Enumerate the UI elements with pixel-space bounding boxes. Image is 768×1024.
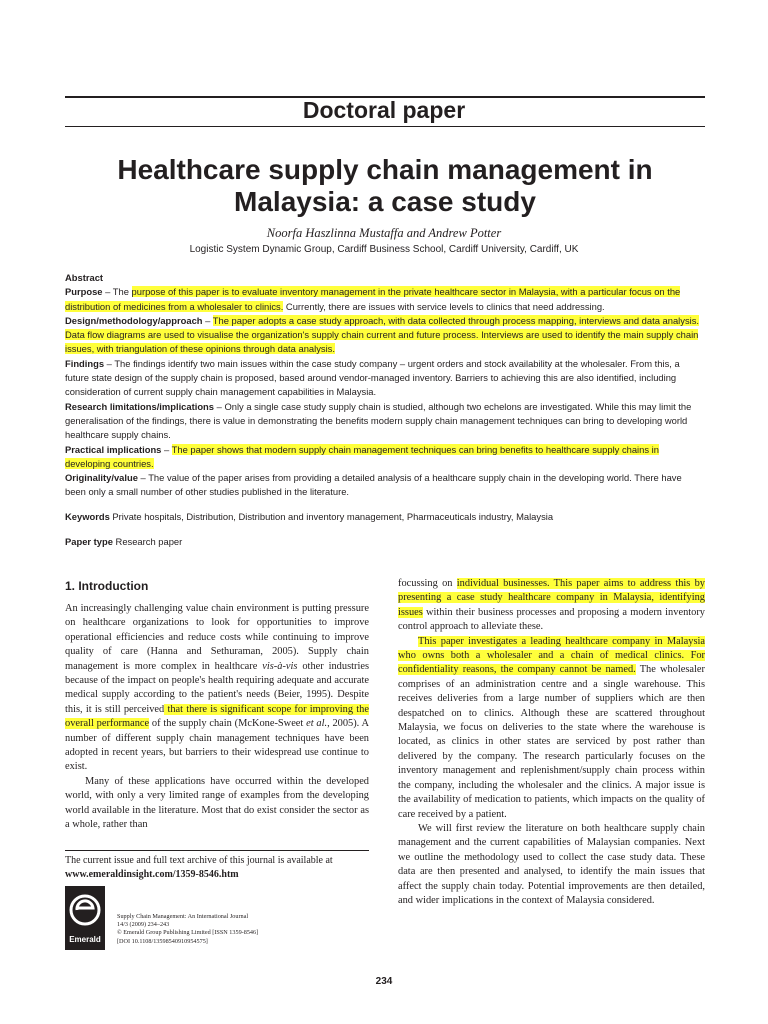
section-label: Doctoral paper xyxy=(302,97,466,123)
journal-line-4: [DOI 10.1108/13598540910954575] xyxy=(117,937,208,945)
footnote xyxy=(65,854,369,882)
right-p1-b: within their business processes and proposing a modern inventory control approach to alleviate these. xyxy=(398,606,705,633)
purpose-pre: – The xyxy=(102,286,132,298)
originality-text: – The value of the paper arises from providing a detailed analysis of a healthcare supply chain in the developing world. There have been only a small number of other studies published in the literature. xyxy=(65,472,682,498)
intro-p1-c: of the supply chain (McKone-Sweet xyxy=(149,718,307,730)
emerald-logo xyxy=(65,886,105,950)
abstract-findings xyxy=(65,357,705,400)
intro-p1-vis: vis-à-vis xyxy=(262,660,298,672)
keywords-label: Keywords xyxy=(65,511,110,522)
practical-label: Practical implications xyxy=(65,443,162,455)
paper-type xyxy=(65,536,705,547)
intro-p1-b: other industries because of the impact on people's health requiring adequate and accurate medical supply according to the patient's needs (Beier, 1995). Despite this, it is still perceived xyxy=(65,660,370,715)
originality-label: Originality/value xyxy=(65,472,138,484)
intro-paragraph-2: Many of these applications have occurred within the developed world, with only a very limited range of examples from the developing world available in the literature. Most that do exist consider the sector as a whole, rather than xyxy=(65,775,369,831)
abstract-limitations xyxy=(65,400,705,443)
left-column xyxy=(65,578,369,833)
right-paragraph-1 xyxy=(398,577,705,635)
abstract-purpose xyxy=(65,285,705,314)
abstract xyxy=(65,271,705,500)
right-column xyxy=(398,577,705,908)
paper-type-label: Paper type xyxy=(65,536,113,547)
right-p1-a: focussing on xyxy=(398,578,457,589)
right-p2-b: The wholesaler comprises of an administration centre and a single warehouse. This receives deliveries from a large number of suppliers which are then despatched on to clinics. Although these are scattered throughout Malaysia, we focus on deliveries to the state where the warehouse is located, as clinics in other states are serviced by post rather than delivered by the company. The research particularly focuses on the inventory management and replenishment/supply chain process within the company, including the wholesaler and the clinics. A major issue is the availability of medication to patients, which impacts on the quality of care received by a patient. xyxy=(398,664,705,820)
right-p1-highlight: individual businesses. This paper aims to address this by presenting a case study healthcare company in Malaysia, identifying issues xyxy=(398,578,705,618)
emerald-e-icon xyxy=(65,886,105,950)
findings-label: Findings xyxy=(65,357,105,369)
journal-info xyxy=(117,913,258,946)
practical-pre: – xyxy=(161,443,172,455)
journal-line-1: Supply Chain Management: An International Journal xyxy=(117,913,249,920)
journal-line-3: © Emerald Group Publishing Limited [ISSN 1359-8546] xyxy=(117,929,259,937)
practical-highlight: The paper shows that modern supply chain management techniques can bring benefits to healthcare supply chains in developing countries. xyxy=(65,443,659,469)
findings-text: – The findings identify two main issues within the case study company – urgent orders and stock availability at the wholesaler. From this, a future state design of the supply chain is proposed, based around vendor-managed inventory. Barriers to achieving this are also identified, including consideration of current supply chain management capabilities in Malaysia. xyxy=(65,357,680,398)
limitations-text: – Only a single case study supply chain is studied, although two echelons are investigated. While this may limit the generalisation of the findings, there is value in demonstrating the benefits modern supply chain management techniques can bring to developing world healthcare supply chains. xyxy=(65,400,692,441)
intro-p1-etal: et al. xyxy=(306,718,328,730)
right-paragraph-2 xyxy=(398,635,705,822)
intro-p1-d: , 2005). A number of different supply chain management techniques have been adopted in recent years, but barriers to their widespread use continue to exist. xyxy=(65,718,369,773)
purpose-label: Purpose xyxy=(65,286,103,298)
keywords xyxy=(65,511,705,522)
abstract-design xyxy=(65,314,705,357)
intro-heading: 1. Introduction xyxy=(65,579,149,593)
footnote-line-1: The current issue and full text archive of this journal is available at xyxy=(65,855,333,866)
paper-type-text: Research paper xyxy=(112,536,183,547)
purpose-post: Currently, there are issues with service levels to clinics that need addressing. xyxy=(283,300,605,312)
journal-line-2: 14/3 (2009) 234–243 xyxy=(117,921,170,929)
footnote-url-link[interactable]: www.emeraldinsight.com/1359-8546.htm xyxy=(65,869,239,880)
intro-paragraph-1 xyxy=(65,602,369,775)
abstract-heading: Abstract xyxy=(65,272,104,283)
footnote-rule xyxy=(65,850,369,851)
abstract-originality xyxy=(65,471,705,500)
intro-p1-a: An increasingly challenging value chain environment is putting pressure on healthcare organizations to look for opportunities to improve operational efficiencies and reduce costs while continuing to improve quality of care (Hanna and Sethuraman, 2005). Supply chain management is more complex in healthcare xyxy=(65,603,369,672)
logo-text: Emerald xyxy=(69,935,101,944)
article-title: Healthcare supply chain management in Malaysia: a case study xyxy=(117,154,653,217)
page-number: 234 xyxy=(375,976,393,987)
right-p2-highlight: This paper investigates a leading healthcare company in Malaysia who owns both a wholesaler and a chain of medical clinics. For confidentiality reasons, the company cannot be named. xyxy=(398,635,705,676)
design-pre: – xyxy=(202,314,213,326)
header-rule xyxy=(65,126,705,127)
keywords-text: Private hospitals, Distribution, Distribution and inventory management, Pharmaceuticals industry, Malaysia xyxy=(109,511,554,522)
design-label: Design/methodology/approach xyxy=(65,314,203,326)
design-highlight: The paper adopts a case study approach, with data collected through process mapping, interviews and data analysis. Data flow diagrams are used to visualise the organization's supply chain current and future process. Interviews are used to identify the main supply chain issues, with triangulation of these opinions through data analysis. xyxy=(65,314,700,355)
purpose-highlight: purpose of this paper is to evaluate inventory management in the private healthcare sector in Malaysia, with a particular focus on the distribution of medicines from a wholesaler to clinics. xyxy=(65,286,681,312)
abstract-practical xyxy=(65,443,705,472)
limitations-label: Research limitations/implications xyxy=(65,400,215,412)
intro-p1-highlight: that there is significant scope for improving the overall performance xyxy=(65,703,369,730)
article-affiliation: Logistic System Dynamic Group, Cardiff Business School, Cardiff University, Cardiff, UK xyxy=(189,244,579,255)
right-paragraph-3: We will first review the literature on both healthcare supply chain management and the current capabilities of Malaysian companies. Next we outline the methodology used to collect the case study data. These data are then presented and analysed, to identify the main issues that affect the supply chain today. Potential improvements are then detailed, and wider implications in the context of Malaysia considered. xyxy=(398,822,705,906)
article-authors: Noorfa Haszlinna Mustaffa and Andrew Potter xyxy=(266,226,502,240)
